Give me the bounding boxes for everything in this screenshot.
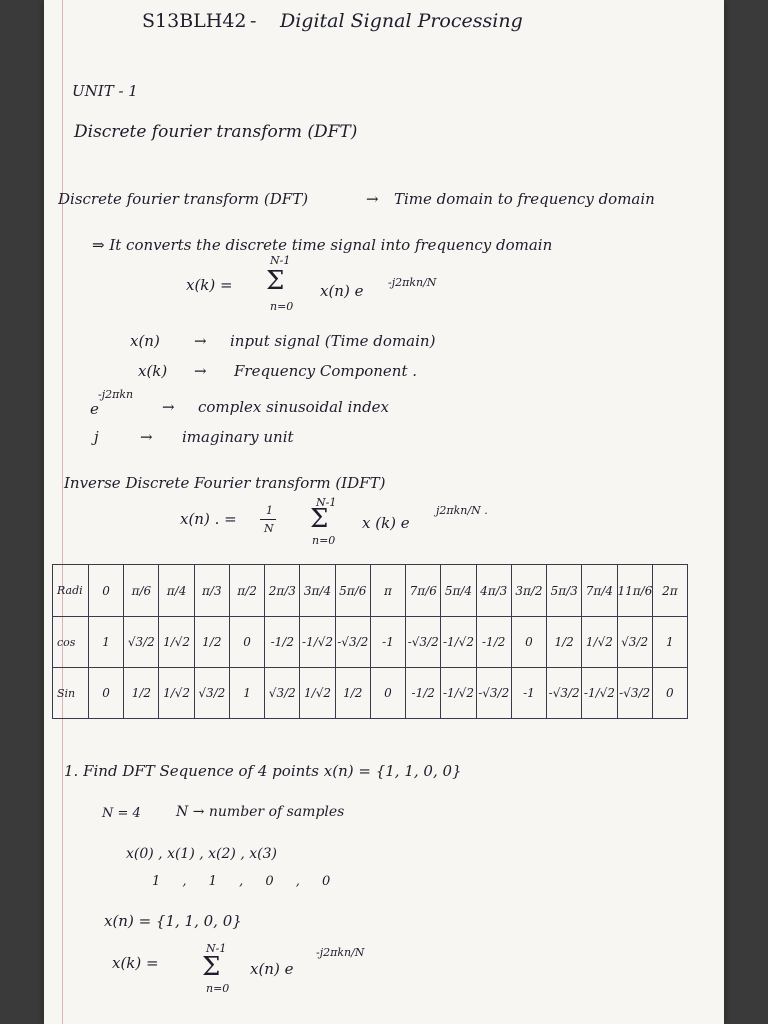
table-cell: π/4	[159, 565, 194, 617]
table-cell: -√3/2	[335, 617, 370, 668]
table-cell: 1/2	[335, 668, 370, 719]
problem-n-value: N = 4	[102, 806, 141, 821]
dft-formula-term: x(n) e	[320, 282, 364, 300]
table-cell: -1/2	[265, 617, 300, 668]
table-cell: √3/2	[617, 617, 652, 668]
legend-arrow: →	[194, 332, 207, 350]
table-cell: 1	[229, 668, 264, 719]
legend-symbol-j: j	[94, 428, 99, 446]
table-cell: 0	[89, 668, 124, 719]
legend-arrow: →	[140, 428, 153, 446]
idft-formula-lhs: x(n) . =	[180, 510, 237, 528]
table-cell: 5π/4	[441, 565, 476, 617]
notebook-page	[44, 0, 724, 1024]
table-cell: 4π/3	[476, 565, 511, 617]
trig-values-table	[52, 564, 688, 719]
problem-sum-upper: N-1	[206, 942, 227, 955]
problem-samples: x(0) , x(1) , x(2) , x(3)	[126, 846, 277, 862]
legend-desc-j: imaginary unit	[182, 428, 294, 446]
definition-meaning: Time domain to frequency domain	[394, 190, 655, 208]
problem-xk-exponent: -j2πkn/N	[316, 946, 365, 959]
dft-sigma: Σ	[266, 266, 285, 296]
table-cell: 0	[89, 565, 124, 617]
table-cell: √3/2	[265, 668, 300, 719]
idft-sigma: Σ	[310, 504, 329, 534]
legend-symbol-e: e	[90, 400, 99, 418]
dft-sum-lower: n=0	[270, 300, 294, 313]
table-cell: -1/2	[406, 668, 441, 719]
legend-symbol-xn: x(n)	[130, 332, 160, 350]
course-title: Digital Signal Processing	[280, 10, 523, 32]
header-dash: -	[250, 10, 257, 32]
course-code: S13BLH42	[142, 10, 247, 32]
legend-symbol-xk: x(k)	[138, 362, 168, 380]
problem-sum-lower: n=0	[206, 982, 230, 995]
table-cell: -1/2	[476, 617, 511, 668]
table-cell: √3/2	[194, 668, 229, 719]
table-cell: 1	[89, 617, 124, 668]
legend-arrow: →	[194, 362, 207, 380]
dft-formula-lhs: x(k) =	[186, 276, 233, 294]
table-cell: π	[370, 565, 405, 617]
legend-desc-e: complex sinusoidal index	[198, 398, 390, 416]
table-cell: 1/2	[547, 617, 582, 668]
dft-definition-label: Discrete fourier transform (DFT)	[58, 190, 309, 208]
table-row-radians	[53, 565, 688, 617]
problem-xk-lhs: x(k) =	[112, 954, 159, 972]
table-cell: 3π/4	[300, 565, 335, 617]
table-row-sin	[53, 668, 688, 719]
legend-symbol-e-exponent: -j2πkn	[98, 388, 134, 401]
table-cell: π/3	[194, 565, 229, 617]
table-cell: -√3/2	[547, 668, 582, 719]
legend-desc-xn: input signal (Time domain)	[230, 332, 436, 350]
table-cell: 2π/3	[265, 565, 300, 617]
idft-formula-exponent: j2πkn/N .	[436, 504, 488, 517]
table-cell: 3π/2	[511, 565, 546, 617]
table-cell: 11π/6	[617, 565, 652, 617]
idft-sum-upper: N-1	[316, 496, 337, 509]
row-label-cos: cos	[53, 617, 89, 668]
table-cell: 7π/4	[582, 565, 617, 617]
table-cell: -1/√2	[441, 617, 476, 668]
table-cell: π/2	[229, 565, 264, 617]
table-cell: 0	[652, 668, 687, 719]
unit-label: UNIT - 1	[72, 82, 138, 100]
problem-n-description: N → number of samples	[176, 804, 345, 820]
converts-line: ⇒ It converts the discrete time signal into frequency domain	[92, 236, 553, 254]
table-cell: -1/√2	[441, 668, 476, 719]
definition-arrow: →	[366, 190, 379, 208]
row-label-radians: Radi	[53, 565, 89, 617]
table-cell: √3/2	[124, 617, 159, 668]
idft-title: Inverse Discrete Fourier transform (IDFT)	[64, 474, 386, 492]
table-cell: 5π/6	[335, 565, 370, 617]
problem-statement: 1. Find DFT Sequence of 4 points x(n) = {1, 1, 0, 0}	[64, 762, 462, 780]
table-cell: -1/√2	[300, 617, 335, 668]
row-label-sin: Sin	[53, 668, 89, 719]
table-cell: 1	[652, 617, 687, 668]
table-cell: 1/√2	[300, 668, 335, 719]
table-cell: -√3/2	[476, 668, 511, 719]
table-cell: 1/√2	[159, 617, 194, 668]
idft-sum-lower: n=0	[312, 534, 336, 547]
table-cell: 2π	[652, 565, 687, 617]
problem-sigma: Σ	[202, 952, 221, 982]
idft-frac-den: N	[264, 522, 274, 535]
dft-sum-upper: N-1	[270, 254, 291, 267]
problem-xk-term: x(n) e	[250, 960, 294, 978]
table-cell: -1/√2	[582, 668, 617, 719]
legend-arrow: →	[162, 398, 175, 416]
table-cell: 1/√2	[582, 617, 617, 668]
table-row-cos	[53, 617, 688, 668]
section-title: Discrete fourier transform (DFT)	[74, 122, 358, 142]
table-cell: -1	[370, 617, 405, 668]
table-cell: 1/2	[194, 617, 229, 668]
table-cell: 1/2	[124, 668, 159, 719]
table-cell: 1/√2	[159, 668, 194, 719]
table-cell: 5π/3	[547, 565, 582, 617]
problem-sample-values: 1 , 1 , 0 , 0	[152, 874, 331, 889]
idft-frac-num: 1	[266, 504, 273, 517]
table-cell: -√3/2	[406, 617, 441, 668]
table-cell: -1	[511, 668, 546, 719]
table-cell: -√3/2	[617, 668, 652, 719]
dft-formula-exponent: -j2πkn/N	[388, 276, 437, 289]
table-cell: 0	[229, 617, 264, 668]
problem-xn-set: x(n) = {1, 1, 0, 0}	[104, 912, 242, 930]
table-cell: 0	[370, 668, 405, 719]
table-cell: 7π/6	[406, 565, 441, 617]
idft-formula-term: x (k) e	[362, 514, 410, 532]
margin-line	[62, 0, 63, 1024]
table-cell: 0	[511, 617, 546, 668]
table-cell: π/6	[124, 565, 159, 617]
legend-desc-xk: Frequency Component .	[234, 362, 418, 380]
idft-fraction-bar	[260, 519, 276, 520]
